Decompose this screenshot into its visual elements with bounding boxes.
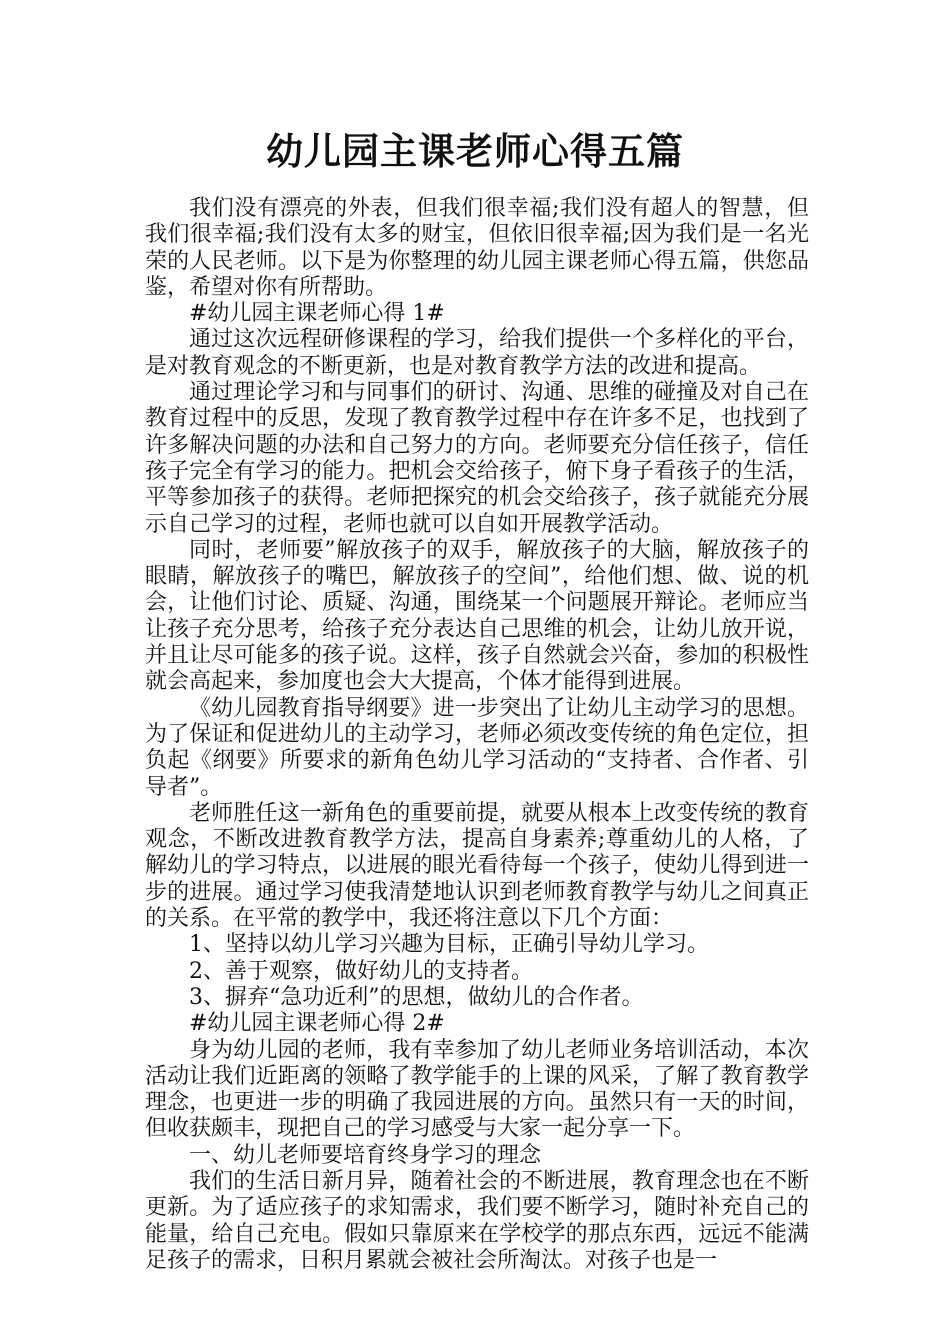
list-item: 2、善于观察，做好幼儿的支持者。 bbox=[189, 958, 533, 984]
subheading: 一、幼儿老师要培育终身学习的理念 bbox=[189, 1142, 542, 1168]
section-heading-1: #幼儿园主课老师心得 1# bbox=[189, 301, 445, 327]
paragraph-intro: 我们没有漂亮的外表，但我们很幸福;我们没有超人的智慧，但我们很幸福;我们没有太多的财宝，但依旧很幸福;因为我们是一名光荣的人民老师。以下是为你整理的幼儿园主课老师心得五篇，供您品鉴，希望对你有所帮助。 bbox=[145, 196, 809, 300]
paragraph: 我们的生活日新月异，随着社会的不断进展，教育理念也在不断更新。为了适应孩子的求知需求，我们要不断学习，随时补充自己的能量，给自己充电。假如只靠原来在学校学的那点东西，远远不能满足孩子的需求，日积月累就会被社会所淘汰。对孩子也是一 bbox=[145, 1168, 809, 1273]
paragraph: 通过这次远程研修课程的学习，给我们提供一个多样化的平台，是对教育观念的不断更新，也是对教育教学方法的改进和提高。 bbox=[145, 327, 809, 379]
section-heading-2: #幼儿园主课老师心得 2# bbox=[189, 1011, 445, 1037]
list-item: 1、坚持以幼儿学习兴趣为目标，正确引导幼儿学习。 bbox=[189, 932, 709, 958]
paragraph: 身为幼儿园的老师，我有幸参加了幼儿老师业务培训活动，本次活动让我们近距离的领略了教学能手的上课的风采，了解了教育教学理念，也更进一步的明确了我园进展的方向。虽然只有一天的时间，但收获颇丰，现把自己的学习感受与大家一起分享一下。 bbox=[145, 1037, 809, 1142]
paragraph: 《幼儿园教育指导纲要》进一步突出了让幼儿主动学习的思想。为了保证和促进幼儿的主动学习，老师必须改变传统的角色定位，担负起《纲要》所要求的新角色幼儿学习活动的“支持者、合作者、引导者”。 bbox=[145, 695, 809, 800]
document-body bbox=[145, 196, 809, 1274]
paragraph: 同时，老师要”解放孩子的双手，解放孩子的大脑，解放孩子的眼睛，解放孩子的嘴巴，解放孩子的空间”，给他们想、做、说的机会，让他们讨论、质疑、沟通，围绕某一个问题展开辩论。老师应当让孩子充分思考，给孩子充分表达自己思维的机会，让幼儿放开说，并且让尽可能多的孩子说。这样，孩子自然就会兴奋，参加的积极性就会高起来，参加度也会大大提高，个体才能得到进展。 bbox=[145, 537, 809, 695]
document-title: 幼儿园主课老师心得五篇 bbox=[266, 129, 684, 173]
list-item: 3、摒弃“急功近利”的思想，做幼儿的合作者。 bbox=[189, 984, 644, 1010]
paragraph: 通过理论学习和与同事们的研讨、沟通、思维的碰撞及对自己在教育过程中的反思，发现了教育教学过程中存在许多不足，也找到了许多解决问题的办法和自己努力的方向。老师要充分信任孩子，信任孩子完全有学习的能力。把机会交给孩子，俯下身子看孩子的生活，平等参加孩子的获得。老师把探究的机会交给孩子，孩子就能充分展示自己学习的过程，老师也就可以自如开展教学活动。 bbox=[145, 380, 809, 537]
paragraph: 老师胜任这一新角色的重要前提，就要从根本上改变传统的教育观念，不断改进教育教学方法，提高自身素养;尊重幼儿的人格，了解幼儿的学习特点，以进展的眼光看待每一个孩子，使幼儿得到进一步的进展。通过学习使我清楚地认识到老师教育教学与幼儿之间真正的关系。在平常的教学中，我还将注意以下几个方面： bbox=[145, 800, 809, 932]
